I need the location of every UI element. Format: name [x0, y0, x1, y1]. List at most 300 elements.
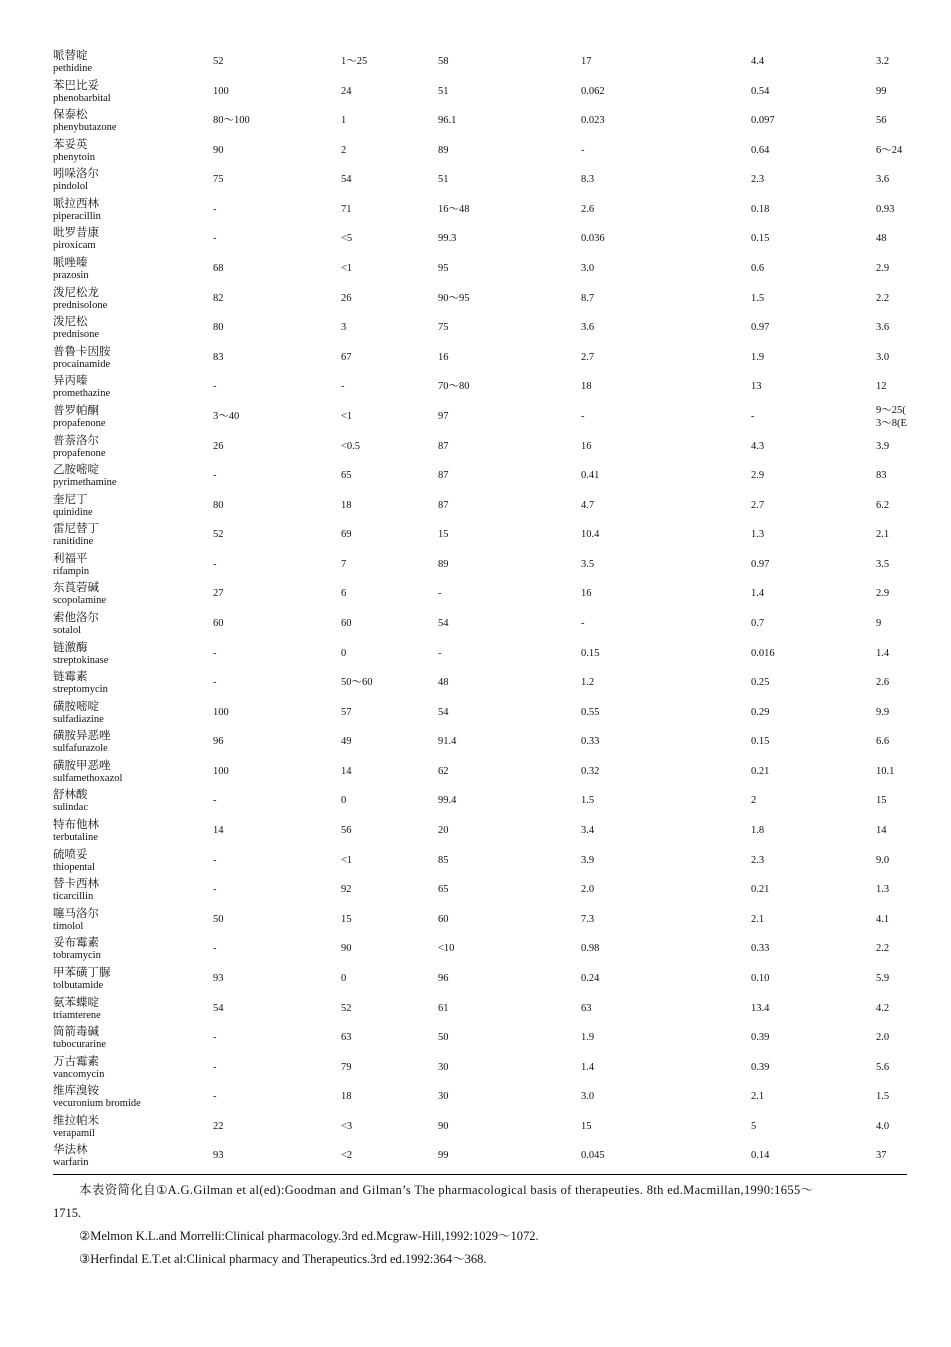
- value-cell-col-4: 0.023: [581, 115, 605, 127]
- value-cell-col-4: 0.045: [581, 1150, 605, 1162]
- drug-name-cell: [53, 996, 203, 1022]
- drug-name-english: propafenone: [53, 417, 106, 429]
- value-cell-col-6: 2.9: [876, 588, 890, 600]
- drug-name-english: terbutaline: [53, 832, 98, 844]
- table-row: [53, 994, 907, 1024]
- table-row: [53, 875, 907, 905]
- value-cell-col-3: 99.3: [438, 233, 457, 245]
- drug-name-english: rifampin: [53, 565, 90, 577]
- drug-name-english: prednisone: [53, 329, 100, 341]
- table-row: [53, 1053, 907, 1083]
- drug-name-cell: [53, 966, 203, 992]
- value-cell-col-1: 54: [213, 1002, 224, 1014]
- value-cell-col-3: 30: [438, 1061, 449, 1073]
- value-cell-col-6: 2.9: [876, 263, 890, 275]
- drug-name-chinese: 苯妥英: [53, 136, 88, 151]
- drug-name-english: propafenone: [53, 447, 106, 459]
- value-cell-col-4: 0.15: [581, 647, 600, 659]
- value-cell-col-6: 4.0: [876, 1120, 890, 1132]
- value-cell-col-2: 67: [341, 351, 352, 363]
- value-cell-col-5: 0.6: [751, 263, 765, 275]
- drug-name-chinese: 索他洛尔: [53, 609, 99, 624]
- value-cell-col-1: 93: [213, 972, 224, 984]
- drug-name-english: streptomycin: [53, 684, 108, 696]
- note-reference-1-cont: 1715.: [53, 1206, 82, 1220]
- table-row: [53, 284, 907, 314]
- table-row: [53, 786, 907, 816]
- value-cell-col-2: 0: [341, 795, 347, 807]
- value-cell-col-6: 6.6: [876, 736, 890, 748]
- value-cell-col-4: -: [581, 617, 585, 629]
- value-cell-col-6: 10.1: [876, 765, 895, 777]
- value-cell-col-2: 24: [341, 85, 352, 97]
- value-cell-col-5: 0.15: [751, 233, 770, 245]
- drug-name-english: ranitidine: [53, 536, 94, 548]
- value-cell-col-3: 97: [438, 410, 449, 422]
- value-cell-col-1: 14: [213, 825, 224, 837]
- drug-name-cell: [53, 848, 203, 874]
- value-cell-col-4: -: [581, 144, 585, 156]
- drug-name-english: tubocurarine: [53, 1039, 107, 1051]
- value-cell-col-4: 2.0: [581, 884, 595, 896]
- value-cell-col-2: <0.5: [341, 440, 361, 452]
- value-cell-col-3: 99.4: [438, 795, 457, 807]
- value-cell-col-4: 0.036: [581, 233, 605, 245]
- note-reference-2: ②Melmon K.L.and Morrelli:Clinical pharmacology.3rd ed.Mcgraw-Hill,1992:1029～1072.: [79, 1229, 539, 1243]
- value-cell-col-3: 89: [438, 144, 449, 156]
- value-cell-col-5: 0.25: [751, 677, 770, 689]
- value-cell-col-1: 26: [213, 440, 224, 452]
- drug-name-cell: [53, 641, 203, 667]
- value-cell-col-1: -: [213, 943, 217, 955]
- value-cell-col-5: 1.4: [751, 588, 765, 600]
- value-cell-col-3: 65: [438, 884, 449, 896]
- value-cell-col-3: 16～48: [438, 203, 470, 215]
- value-cell-col-2: <1: [341, 854, 353, 866]
- value-cell-col-4: 0.33: [581, 736, 600, 748]
- value-cell-col-6: 1.3: [876, 884, 890, 896]
- drug-name-english: vancomycin: [53, 1068, 105, 1080]
- value-cell-col-3: 15: [438, 529, 449, 541]
- drug-name-cell: [53, 522, 203, 548]
- value-cell-col-5: 1.5: [751, 292, 765, 304]
- value-cell-col-2: 26: [341, 292, 352, 304]
- drug-name-chinese: 哌替啶: [53, 48, 88, 62]
- drug-name-cell: [53, 79, 203, 105]
- drug-name-chinese: 普萘洛尔: [53, 432, 99, 447]
- table-row: [53, 520, 907, 550]
- drug-name-cell: [53, 315, 203, 341]
- value-cell-col-2: <1: [341, 410, 353, 422]
- drug-name-chinese: 哌拉西林: [53, 195, 99, 210]
- value-cell-col-2: 18: [341, 499, 352, 511]
- value-cell-col-5: 0.29: [751, 706, 770, 718]
- value-cell-col-6: 6～24: [876, 144, 903, 156]
- value-cell-col-2: 0: [341, 972, 347, 984]
- drug-name-cell: [53, 1114, 203, 1140]
- value-cell-col-1: -: [213, 381, 217, 393]
- value-cell-col-2: 57: [341, 706, 352, 718]
- value-cell-col-3: -: [438, 588, 442, 600]
- table-notes: [53, 1178, 907, 1271]
- value-cell-col-2: -: [341, 381, 345, 393]
- value-cell-col-3: 20: [438, 825, 449, 837]
- value-cell-col-2: 52: [341, 1002, 352, 1014]
- value-cell-col-5: 2.1: [751, 1091, 765, 1103]
- table-row: [53, 106, 907, 136]
- value-cell-col-6: 3.0: [876, 351, 890, 363]
- value-cell-col-5: 0.18: [751, 203, 770, 215]
- value-cell-col-2: 1: [341, 115, 347, 127]
- value-cell-col-6: 2.2: [876, 292, 890, 304]
- value-cell-col-6: 5.9: [876, 972, 890, 984]
- value-cell-col-3: 60: [438, 913, 449, 925]
- value-cell-col-1: 83: [213, 351, 224, 363]
- value-cell-col-6: 9: [876, 617, 882, 629]
- value-cell-col-1: -: [213, 1061, 217, 1073]
- value-cell-col-1: 52: [213, 529, 224, 541]
- drug-name-english: sotalol: [53, 624, 81, 636]
- value-cell-col-2: 14: [341, 765, 352, 777]
- drug-name-english: phenybutazone: [53, 122, 117, 134]
- value-cell-col-6: 1.5: [876, 1091, 890, 1103]
- value-cell-col-6: 0.93: [876, 203, 895, 215]
- drug-name-cell: [53, 1084, 203, 1110]
- value-cell-col-1: -: [213, 470, 217, 482]
- drug-name-english: prednisolone: [53, 299, 108, 311]
- drug-name-chinese: 磺胺嘧啶: [53, 698, 99, 713]
- value-cell-col-1: -: [213, 558, 217, 570]
- value-cell-col-1: 52: [213, 56, 224, 67]
- value-cell-col-3: 96: [438, 972, 449, 984]
- drug-name-english: scopolamine: [53, 595, 107, 607]
- drug-name-chinese: 噻马洛尔: [53, 905, 99, 920]
- value-cell-col-4: 10.4: [581, 529, 600, 541]
- value-cell-col-5: 0.7: [751, 617, 765, 629]
- value-cell-col-6: 99: [876, 85, 887, 97]
- value-cell-col-4: 3.0: [581, 1091, 595, 1103]
- value-cell-col-3: 61: [438, 1002, 449, 1014]
- drug-name-cell: [53, 877, 203, 903]
- drug-name-chinese: 哌唑嗪: [53, 255, 88, 270]
- value-cell-col-2: 79: [341, 1061, 352, 1073]
- drug-name-cell: [53, 729, 203, 755]
- value-cell-col-4: 0.55: [581, 706, 600, 718]
- value-cell-col-2: 7: [341, 558, 347, 570]
- value-cell-col-5: 0.21: [751, 765, 770, 777]
- value-cell-col-5: 0.097: [751, 115, 775, 127]
- value-cell-col-1: -: [213, 1032, 217, 1044]
- value-cell-col-6: 3.5: [876, 558, 890, 570]
- table-row: [53, 224, 907, 254]
- value-cell-col-5: 0.97: [751, 558, 770, 570]
- value-cell-col-5: 1.3: [751, 529, 765, 541]
- drug-name-chinese: 链霉素: [53, 669, 88, 684]
- drug-name-cell: [53, 404, 203, 430]
- drug-name-chinese: 保泰松: [53, 107, 88, 122]
- table-row: [53, 254, 907, 284]
- drug-name-english: piroxicam: [53, 240, 96, 252]
- table-row: [53, 461, 907, 491]
- value-cell-col-5: 0.97: [751, 322, 770, 334]
- value-cell-col-3: 85: [438, 854, 449, 866]
- value-cell-col-5: 2.3: [751, 174, 765, 186]
- table-row: [53, 432, 907, 462]
- value-line: 9～25(: [876, 404, 906, 416]
- value-cell-col-3: 54: [438, 617, 449, 629]
- value-cell-col-2: 3: [341, 322, 347, 334]
- value-cell-col-4: 0.41: [581, 470, 600, 482]
- value-cell-col-3: 50: [438, 1032, 449, 1044]
- value-cell-col-3: 89: [438, 558, 449, 570]
- table-row: [53, 491, 907, 521]
- drug-name-cell: [53, 434, 203, 460]
- value-cell-col-3: 62: [438, 765, 449, 777]
- value-cell-col-3: 48: [438, 677, 449, 689]
- value-cell-col-5: 2.7: [751, 499, 765, 511]
- drug-name-chinese: 苯巴比妥: [53, 77, 99, 92]
- table-row: [53, 964, 907, 994]
- drug-name-chinese: 链激酶: [53, 639, 88, 654]
- table-row: [53, 402, 907, 432]
- value-cell-col-6: [876, 404, 907, 430]
- table-row: [53, 136, 907, 166]
- drug-name-english: pethidine: [53, 63, 93, 74]
- value-cell-col-4: 8.7: [581, 292, 595, 304]
- table-row: [53, 1023, 907, 1053]
- drug-name-cell: [53, 1055, 203, 1081]
- value-cell-col-5: 5: [751, 1120, 757, 1132]
- value-cell-col-6: 9.0: [876, 854, 890, 866]
- drug-name-chinese: 雷尼替丁: [53, 521, 99, 536]
- drug-name-english: ticarcillin: [53, 891, 94, 903]
- value-cell-col-4: 3.0: [581, 263, 595, 275]
- value-line: 3～8(E: [876, 417, 907, 429]
- value-cell-col-5: 2.1: [751, 913, 765, 925]
- drug-name-chinese: 硫喷妥: [53, 846, 88, 861]
- value-cell-col-4: 3.4: [581, 825, 595, 837]
- value-cell-col-1: -: [213, 854, 217, 866]
- value-cell-col-1: 22: [213, 1120, 224, 1132]
- drug-name-chinese: 华法林: [53, 1142, 88, 1157]
- drug-name-english: prazosin: [53, 270, 89, 282]
- value-cell-col-1: 93: [213, 1150, 224, 1162]
- drug-name-chinese: 维拉帕米: [53, 1112, 99, 1127]
- value-cell-col-6: 4.1: [876, 913, 890, 925]
- drug-name-cell: [53, 552, 203, 578]
- value-cell-col-4: 1.5: [581, 795, 595, 807]
- value-cell-col-4: 0.98: [581, 943, 600, 955]
- drug-name-chinese: 甲苯磺丁脲: [53, 964, 111, 979]
- value-cell-col-5: 0.15: [751, 736, 770, 748]
- value-cell-col-4: 0.24: [581, 972, 600, 984]
- value-cell-col-4: 3.9: [581, 854, 595, 866]
- drug-name-chinese: 妥布霉素: [53, 935, 99, 950]
- value-cell-col-4: 16: [581, 588, 592, 600]
- value-cell-col-5: 0.33: [751, 943, 770, 955]
- drug-name-cell: [53, 286, 203, 312]
- value-cell-col-2: 0: [341, 647, 347, 659]
- drug-name-chinese: 维库溴铵: [53, 1083, 99, 1098]
- drug-name-english: pindolol: [53, 181, 89, 193]
- value-cell-col-1: 100: [213, 706, 229, 718]
- value-cell-col-3: 87: [438, 440, 449, 452]
- value-cell-col-2: 90: [341, 943, 352, 955]
- value-cell-col-2: 69: [341, 529, 352, 541]
- value-cell-col-4: 8.3: [581, 174, 595, 186]
- value-cell-col-5: 4.3: [751, 440, 765, 452]
- note-source-1: [53, 1178, 907, 1202]
- value-cell-col-1: 3～40: [213, 410, 240, 422]
- drug-name-cell: [53, 581, 203, 607]
- drug-name-chinese: 利福平: [53, 550, 88, 565]
- drug-name-chinese: 乙胺嘧啶: [53, 462, 99, 477]
- value-cell-col-1: 80～100: [213, 115, 250, 127]
- table-row: [53, 343, 907, 373]
- value-cell-col-5: 1.8: [751, 825, 765, 837]
- table-row: [53, 47, 907, 77]
- table-row: [53, 816, 907, 846]
- drug-name-cell: [53, 1025, 203, 1051]
- value-cell-col-5: 2.3: [751, 854, 765, 866]
- value-cell-col-3: 99: [438, 1150, 449, 1162]
- value-cell-col-2: 2: [341, 144, 347, 156]
- value-cell-col-4: 63: [581, 1002, 592, 1014]
- value-cell-col-5: 0.21: [751, 884, 770, 896]
- value-cell-col-2: <3: [341, 1120, 353, 1132]
- drug-name-cell: [53, 345, 203, 371]
- value-cell-col-6: 9.9: [876, 706, 890, 718]
- value-cell-col-3: 58: [438, 56, 449, 67]
- drug-name-cell: [53, 197, 203, 223]
- drug-name-chinese: 奎尼丁: [53, 491, 88, 506]
- drug-name-chinese: 氨苯蝶啶: [53, 994, 99, 1009]
- drug-name-english: streptokinase: [53, 654, 109, 666]
- value-cell-col-5: 4.4: [751, 56, 765, 67]
- drug-name-cell: [53, 108, 203, 134]
- table-row: [53, 1141, 907, 1171]
- value-cell-col-3: 95: [438, 263, 449, 275]
- value-cell-col-1: -: [213, 884, 217, 896]
- value-cell-col-2: <1: [341, 263, 353, 275]
- value-cell-col-5: 0.39: [751, 1032, 770, 1044]
- drug-name-cell: [53, 463, 203, 489]
- drug-name-english: phenobarbital: [53, 92, 111, 104]
- drug-name-cell: [53, 256, 203, 282]
- table-row: [53, 195, 907, 225]
- drug-name-english: warfarin: [53, 1157, 89, 1169]
- value-cell-col-4: 18: [581, 381, 592, 393]
- value-cell-col-4: 0.32: [581, 765, 600, 777]
- value-cell-col-1: 100: [213, 765, 229, 777]
- table-row: [53, 668, 907, 698]
- note-lead-text: 本表资简化自①: [79, 1182, 168, 1197]
- value-cell-col-2: 50～60: [341, 677, 373, 689]
- drug-name-cell: [53, 1143, 203, 1169]
- drug-name-cell: [53, 700, 203, 726]
- value-cell-col-1: 96: [213, 736, 224, 748]
- value-cell-col-3: 51: [438, 174, 449, 186]
- table-row: [53, 550, 907, 580]
- value-cell-col-5: 2: [751, 795, 757, 807]
- drug-name-english: thiopental: [53, 861, 95, 873]
- drug-name-cell: [53, 138, 203, 164]
- value-cell-col-6: 15: [876, 795, 887, 807]
- value-cell-col-6: 56: [876, 115, 887, 127]
- value-cell-col-4: 3.5: [581, 558, 595, 570]
- value-cell-col-5: 2.9: [751, 470, 765, 482]
- value-cell-col-1: -: [213, 677, 217, 689]
- drug-name-english: quinidine: [53, 506, 93, 518]
- value-cell-col-4: -: [581, 410, 585, 422]
- value-cell-col-4: 16: [581, 440, 592, 452]
- value-cell-col-2: 71: [341, 203, 352, 215]
- drug-name-english: triamterene: [53, 1009, 101, 1021]
- value-cell-col-6: 37: [876, 1150, 887, 1162]
- table-row: [53, 727, 907, 757]
- value-cell-col-2: 65: [341, 470, 352, 482]
- table-row: [53, 77, 907, 107]
- value-cell-col-6: 3.9: [876, 440, 890, 452]
- value-cell-col-5: 0.39: [751, 1061, 770, 1073]
- drug-name-chinese: 筒箭毒碱: [53, 1024, 99, 1039]
- value-cell-col-2: 49: [341, 736, 352, 748]
- value-cell-col-3: 75: [438, 322, 449, 334]
- drug-name-chinese: 泼尼松: [53, 314, 88, 329]
- value-cell-col-3: 54: [438, 706, 449, 718]
- drug-name-cell: [53, 167, 203, 193]
- value-cell-col-1: 60: [213, 617, 224, 629]
- value-cell-col-5: 13: [751, 381, 762, 393]
- table-row: [53, 905, 907, 935]
- drug-name-cell: [53, 818, 203, 844]
- value-cell-col-2: <5: [341, 233, 353, 245]
- table-row: [53, 698, 907, 728]
- drug-name-chinese: 泼尼松龙: [53, 284, 99, 299]
- value-cell-col-6: 5.6: [876, 1061, 890, 1073]
- table-row: [53, 579, 907, 609]
- table-row: [53, 934, 907, 964]
- drug-name-cell: [53, 374, 203, 400]
- value-cell-col-4: 0.062: [581, 85, 605, 97]
- table-row: [53, 609, 907, 639]
- value-cell-col-6: 3.6: [876, 174, 890, 186]
- value-cell-col-6: 83: [876, 470, 887, 482]
- table-row: [53, 846, 907, 876]
- value-cell-col-1: 75: [213, 174, 224, 186]
- drug-name-cell: [53, 226, 203, 252]
- value-cell-col-2: 18: [341, 1091, 352, 1103]
- table-row: [53, 165, 907, 195]
- value-cell-col-1: 68: [213, 263, 224, 275]
- drug-name-english: sulfamethoxazol: [53, 772, 123, 784]
- drug-name-chinese: 磺胺异恶唑: [53, 728, 111, 743]
- value-cell-col-4: 1.4: [581, 1061, 595, 1073]
- value-cell-col-4: 4.7: [581, 499, 595, 511]
- value-cell-col-1: 82: [213, 292, 224, 304]
- value-cell-col-1: 80: [213, 322, 224, 334]
- drug-name-english: timolol: [53, 920, 84, 932]
- value-cell-col-3: 51: [438, 85, 449, 97]
- drug-name-english: phenytoin: [53, 151, 95, 163]
- value-cell-col-1: -: [213, 795, 217, 807]
- value-cell-col-4: 1.9: [581, 1032, 595, 1044]
- drug-name-english: promethazine: [53, 388, 111, 400]
- drug-name-cell: [53, 49, 203, 75]
- drug-name-cell: [53, 759, 203, 785]
- drug-name-english: sulfadiazine: [53, 713, 104, 725]
- value-cell-col-5: 0.14: [751, 1150, 770, 1162]
